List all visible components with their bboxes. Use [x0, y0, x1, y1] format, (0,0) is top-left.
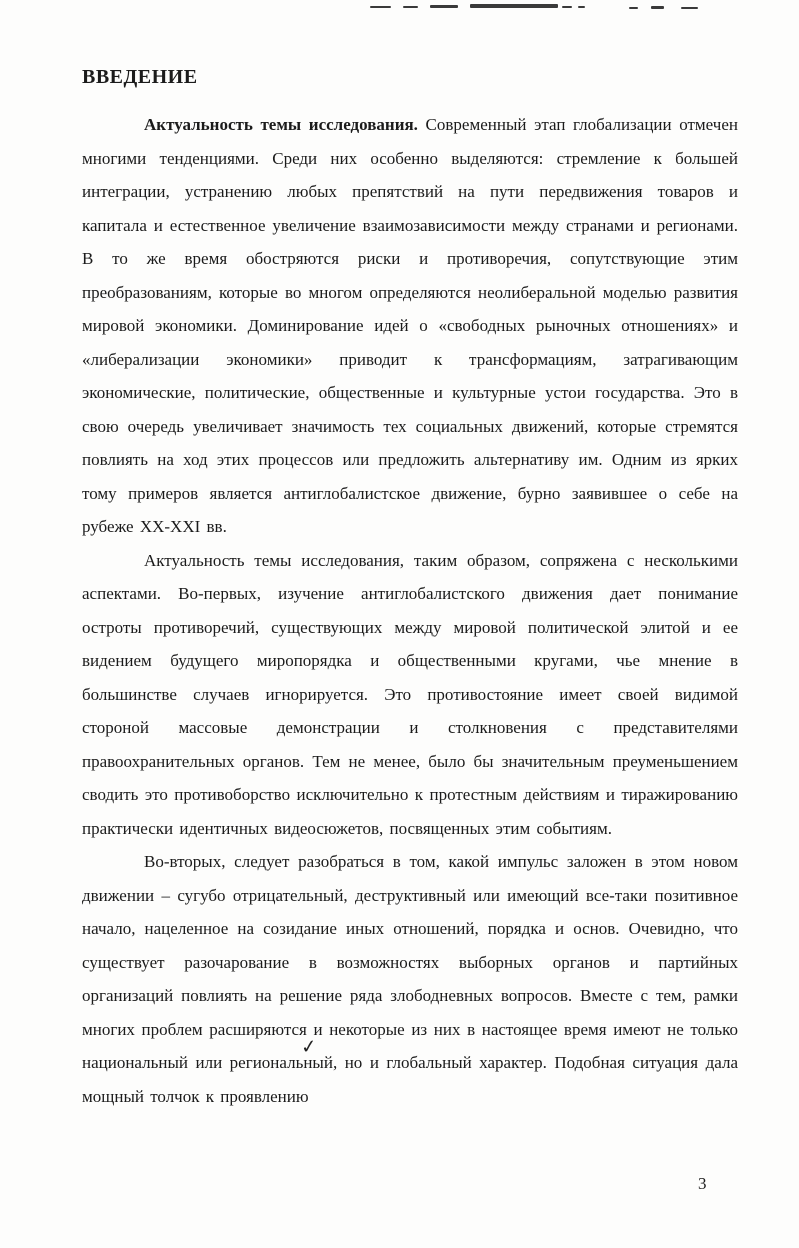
scan-artifact	[403, 6, 418, 8]
document-heading: ВВЕДЕНИЕ	[82, 66, 198, 88]
paragraph-2	[82, 544, 738, 846]
document-body	[82, 62, 738, 1113]
paragraph-1	[82, 108, 738, 544]
scan-artifact	[470, 4, 558, 8]
scan-artifact	[562, 6, 572, 8]
paragraph-2-text: Актуальность темы исследования, таким образом, сопряжена с несколькими аспектами. Во-первых, изучение антиглобалистского движения дает понимание остроты противоречий, существующих между мировой политической элитой и ее видением будущего миропорядка и общественными кругами, чье мнение в большинстве случаев игнорируется. Это противостояние имеет своей видимой стороной массовые демонстрации и столкновения с представителями правоохранительных органов. Тем не менее, было бы значительным преуменьшением сводить это противоборство исключительно к протестным действиям и тиражированию практически идентичных видеосюжетов, посвященных этим событиям.	[82, 550, 738, 838]
scan-artifact	[629, 7, 638, 9]
paragraph-1-lead: Актуальность темы исследования.	[144, 115, 418, 134]
scan-artifact	[370, 6, 391, 8]
scan-artifact	[681, 7, 698, 9]
handwritten-check-mark: ✓	[299, 1035, 319, 1059]
page-number: 3	[698, 1174, 707, 1193]
scan-artifact	[578, 6, 585, 8]
paragraph-3	[82, 845, 738, 1113]
scan-artifact	[430, 5, 458, 8]
paragraph-3-text: Во-вторых, следует разобраться в том, какой импульс заложен в этом новом движении – сугубо отрицательный, деструктивный или имеющий все-таки позитивное начало, нацеленное на созидание иных отношений, порядка и основ. Очевидно, что существует разочарование в возможностях выборных органов и партийных организаций повлиять на решение ряда злободневных вопросов. Вместе с тем, рамки многих проблем расширяются и некоторые из них в настоящее время имеют не только национальный или региональный, но и глобальный характер. Подобная ситуация дала мощный толчок к проявлению	[82, 852, 738, 1106]
scan-artifact	[651, 6, 664, 9]
paragraph-1-text: Современный этап глобализации отмечен многими тенденциями. Среди них особенно выделяются: стремление к большей интеграции, устранению любых препятствий на пути передвижения товаров и капитала и естественное увеличение взаимозависимости между странами и регионами. В то же время обостряются риски и противоречия, сопутствующие этим преобразованиям, которые во многом определяются неолиберальной моделью развития мировой экономики. Доминирование идей о «свободных рыночных отношениях» и «либерализации экономики» приводит к трансформациям, затрагивающим экономические, политические, общественные и культурные устои государства. Это в свою очередь увеличивает значимость тех социальных движений, которые стремятся повлиять на ход этих процессов или предложить альтернативу им. Одним из ярких тому примеров является антиглобалистское движение, бурно заявившее о себе на рубеже XX-XXI вв.	[82, 115, 738, 536]
